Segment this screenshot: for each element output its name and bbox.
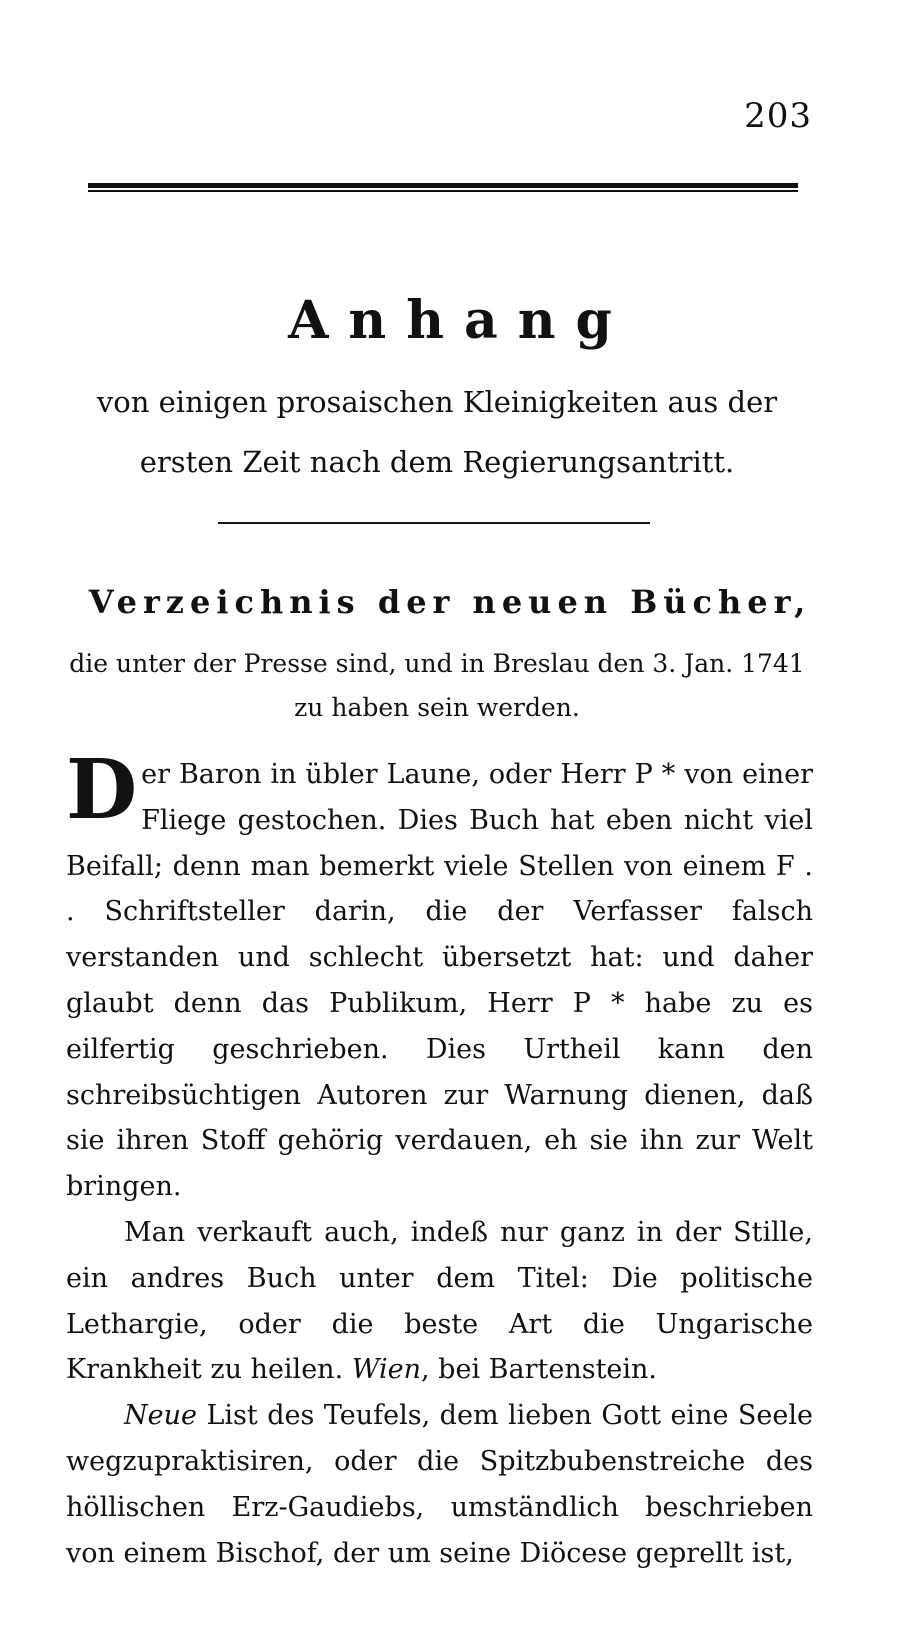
book-list-title: Verzeichnis der neuen Bücher,: [88, 583, 812, 621]
paragraph-2-place: Wien: [351, 1354, 422, 1386]
paragraph-3-lead: Neue: [124, 1400, 197, 1432]
paragraph-3-text: List des Teufels, dem lieben Gott eine Seele wegzupraktisiren, oder die Spitzbubenstreiche des höllischen Erz-Gaudiebs, umständlich beschrieben von einem Bischof, der um seine Diöcese geprellt ist,: [66, 1400, 813, 1569]
paragraph-1-text: er Baron in übler Laune, oder Herr P * von einer Fliege gestochen. Dies Buch hat eben nicht viel Beifall; denn man bemerkt viele Stellen von einem F . . Schriftsteller darin, die der Verfasser falsch verstanden und schlecht übersetzt hat: und daher glaubt denn das Publikum, Herr P * habe zu es eilfertig geschrieben. Dies Urtheil kann den schreibsüchtigen Autoren zur Warnung dienen, daß sie ihren Stoff gehörig verdauen, eh sie ihn zur Welt bringen.: [66, 759, 813, 1203]
body-text: [66, 742, 813, 1576]
drop-cap: D: [66, 742, 138, 838]
appendix-subtitle: von einigen prosaischen Kleinigkeiten aus der ersten Zeit nach dem Regierungsantritt.: [96, 385, 778, 479]
paragraph-2-publisher: , bei Bartenstein.: [421, 1354, 658, 1386]
paragraph-2: [66, 1210, 813, 1393]
paragraph-3: [66, 1393, 813, 1576]
header-rule: [88, 183, 798, 192]
section-divider: [218, 522, 650, 524]
paragraph-2-text: Man verkauft auch, indeß nur ganz in der Stille, ein andres Buch unter dem Titel: Die politische Lethargie, oder die beste Art die Ungarische Krankheit zu heilen.: [66, 1216, 813, 1386]
page-number: 203: [744, 96, 812, 136]
paragraph-1: [66, 742, 813, 1210]
book-list-subtitle: die unter der Presse sind, und in Breslau den 3. Jan. 1741 zu haben sein werden.: [69, 649, 805, 722]
appendix-title: Anhang: [288, 290, 632, 351]
